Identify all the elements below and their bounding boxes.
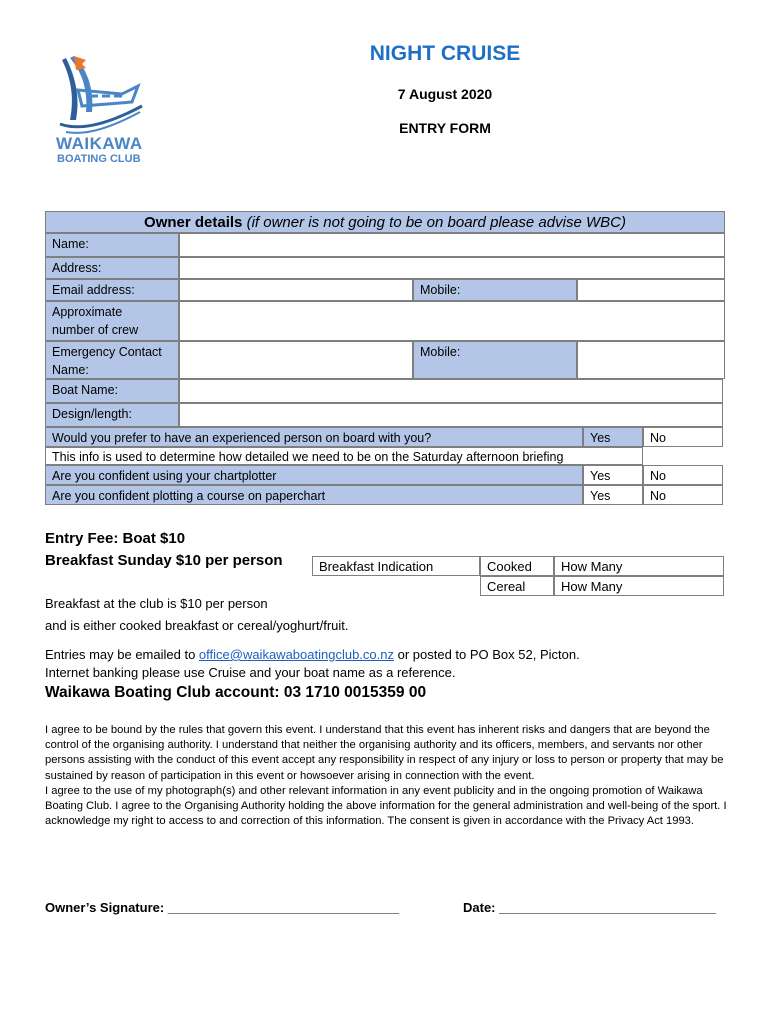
crew-field[interactable] <box>179 301 725 341</box>
emergency-contact-label <box>45 341 179 379</box>
submission-prefix: Entries may be emailed to <box>45 647 199 662</box>
experienced-yes-option[interactable]: Yes <box>583 427 643 447</box>
paperchart-yes-option[interactable]: Yes <box>583 485 643 505</box>
email-label: Email address: <box>45 279 179 301</box>
logo-text-boating-club: BOATING CLUB <box>57 153 141 165</box>
crew-label-line-1: Approximate <box>52 305 123 319</box>
cereal-how-many-field[interactable]: How Many <box>554 576 724 596</box>
crew-label <box>45 301 179 341</box>
legal-agreement <box>45 723 730 829</box>
design-field[interactable] <box>179 403 723 427</box>
banking-instructions: Internet banking please use Cruise and your boat name as a reference. <box>45 665 456 680</box>
page-title: NIGHT CRUISE <box>369 42 521 65</box>
mobile-field[interactable] <box>577 279 725 301</box>
owner-signature-line[interactable]: Owner’s Signature: ________________________________ <box>45 900 400 915</box>
logo-text-waikawa: WAIKAWA <box>56 134 143 153</box>
email-field[interactable] <box>179 279 413 301</box>
legal-paragraph-2: I agree to the use of my photograph(s) and other relevant information in any event publicity and in the ongoing promotion of Waikawa Boating Club. I agree to the Organising Authority holding the above information for the general administration and well-being of the sport. I acknowledge my right to access to and correction of this information. The consent is given in accordance with the Privacy Act 1993. <box>45 784 727 828</box>
emergency-label-line-2: Name: <box>52 363 89 377</box>
breakfast-cooked-option[interactable]: Cooked <box>480 556 554 576</box>
emergency-mobile-field[interactable] <box>577 341 725 379</box>
date-signature-line[interactable]: Date: ______________________________ <box>463 900 717 915</box>
paperchart-question: Are you confident plotting a course on paperchart <box>45 485 583 505</box>
emergency-contact-field[interactable] <box>179 341 413 379</box>
owner-details-heading: Owner details (if owner is not going to be on board please advise WBC) <box>45 211 725 233</box>
experienced-no-option[interactable]: No <box>643 427 723 447</box>
breakfast-note-2: and is either cooked breakfast or cereal/yoghurt/fruit. <box>45 618 349 633</box>
boat-name-field[interactable] <box>179 379 723 403</box>
event-date: 7 August 2020 <box>397 86 493 102</box>
name-label: Name: <box>45 233 179 257</box>
submission-suffix: or posted to PO Box 52, Picton. <box>393 647 580 662</box>
form-name: ENTRY FORM <box>399 120 491 136</box>
emergency-label-line-1: Emergency Contact <box>52 345 162 359</box>
entry-fee: Entry Fee: Boat $10 <box>45 530 186 547</box>
crew-label-line-2: number of crew <box>52 323 139 337</box>
experienced-question: Would you prefer to have an experienced person on board with you? <box>45 427 583 447</box>
club-logo <box>52 50 150 170</box>
breakfast-cereal-option[interactable]: Cereal <box>480 576 554 596</box>
breakfast-fee: Breakfast Sunday $10 per person <box>45 552 283 569</box>
cooked-how-many-field[interactable]: How Many <box>554 556 724 576</box>
breakfast-indication-label: Breakfast Indication <box>312 556 480 576</box>
emergency-mobile-label: Mobile: <box>413 341 577 379</box>
chartplotter-yes-option[interactable]: Yes <box>583 465 643 485</box>
design-label: Design/length: <box>45 403 179 427</box>
club-email-link[interactable]: office@waikawaboatingclub.co.nz <box>198 647 394 662</box>
legal-paragraph-1: I agree to be bound by the rules that govern this event. I understand that this event has inherent risks and dangers that are beyond the control of the organising authority. I understand that neither the organising authority and its officers, members, and servants nor other persons assisting with the conduct of this event accept any responsibility in respect of any injury or loss to person or property that may be sustained by reason of participation in this event or howsoever arising in connection with the event. <box>45 724 724 782</box>
name-field[interactable] <box>179 233 725 257</box>
entry-submission-text <box>45 647 580 662</box>
paperchart-no-option[interactable]: No <box>643 485 723 505</box>
bank-account: Waikawa Boating Club account: 03 1710 0015359 00 <box>45 684 427 701</box>
breakfast-note-1: Breakfast at the club is $10 per person <box>45 596 268 611</box>
mobile-label: Mobile: <box>413 279 577 301</box>
boat-name-label: Boat Name: <box>45 379 179 403</box>
chartplotter-question: Are you confident using your chartplotter <box>45 465 583 485</box>
address-label: Address: <box>45 257 179 279</box>
briefing-note: This info is used to determine how detailed we need to be on the Saturday afternoon briefing <box>45 447 643 465</box>
address-field[interactable] <box>179 257 725 279</box>
chartplotter-no-option[interactable]: No <box>643 465 723 485</box>
